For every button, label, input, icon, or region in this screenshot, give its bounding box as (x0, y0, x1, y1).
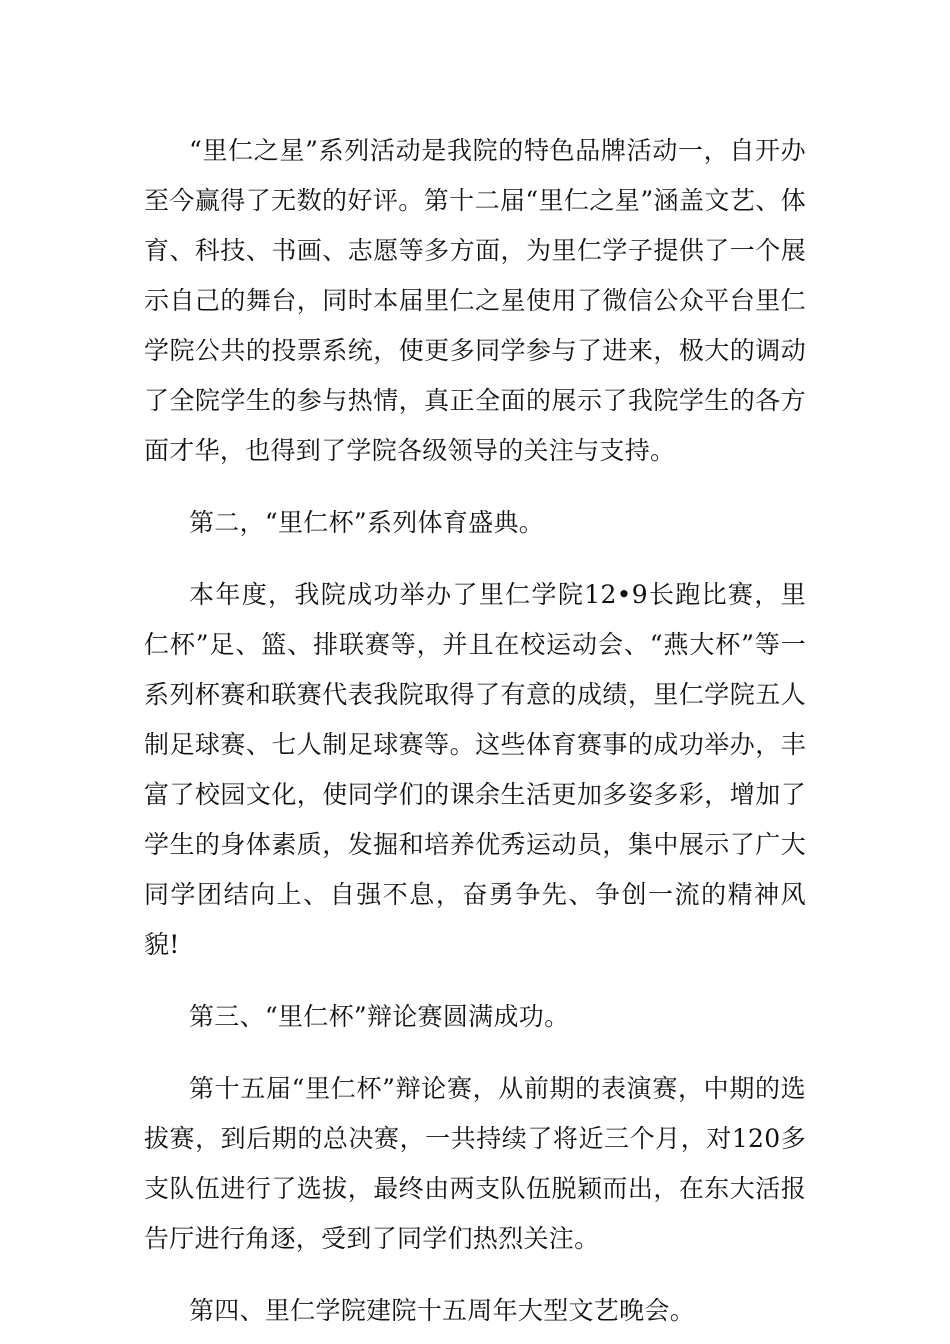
section-heading-sports: 第二，“里仁杯”系列体育盛典。 (189, 508, 545, 537)
document-body (144, 126, 806, 1344)
paragraph-debate: 第十五届“里仁杯”辩论赛，从前期的表演赛，中期的选拔赛，到后期的总决赛，一共持续了将近三个月，对120多支队伍进行了选拔，最终由两支队伍脱颖而出，在东大活报告厅进行角逐，受到了同学们热烈关注。 (144, 1074, 806, 1253)
section-heading-debate: 第三、“里仁杯”辩论赛圆满成功。 (189, 1002, 570, 1031)
section-heading-gala: 第四、里仁学院建院十五周年大型文艺晚会。 (189, 1296, 696, 1325)
paragraph-lirenzhixing: “里仁之星”系列活动是我院的特色品牌活动一，自开办至今赢得了无数的好评。第十二届“里仁之星”涵盖文艺、体育、科技、书画、志愿等多方面，为里仁学子提供了一个展示自己的舞台，同时本届里仁之星使用了微信公众平台里仁学院公共的投票系统，使更多同学参与了进来，极大的调动了全院学生的参与热情，真正全面的展示了我院学生的各方面才华，也得到了学院各级领导的关注与支持。 (144, 136, 806, 465)
paragraph-sports: 本年度，我院成功举办了里仁学院12•9长跑比赛，里仁杯”足、篮、排联赛等，并且在校运动会、“燕大杯”等一系列杯赛和联赛代表我院取得了有意的成绩，里仁学院五人制足球赛、七人制足球赛等。这些体育赛事的成功举办，丰富了校园文化，使同学们的课余生活更加多姿多彩，增加了学生的身体素质，发掘和培养优秀运动员，集中展示了广大同学团结向上、自强不息，奋勇争先、争创一流的精神风貌! (144, 580, 806, 959)
